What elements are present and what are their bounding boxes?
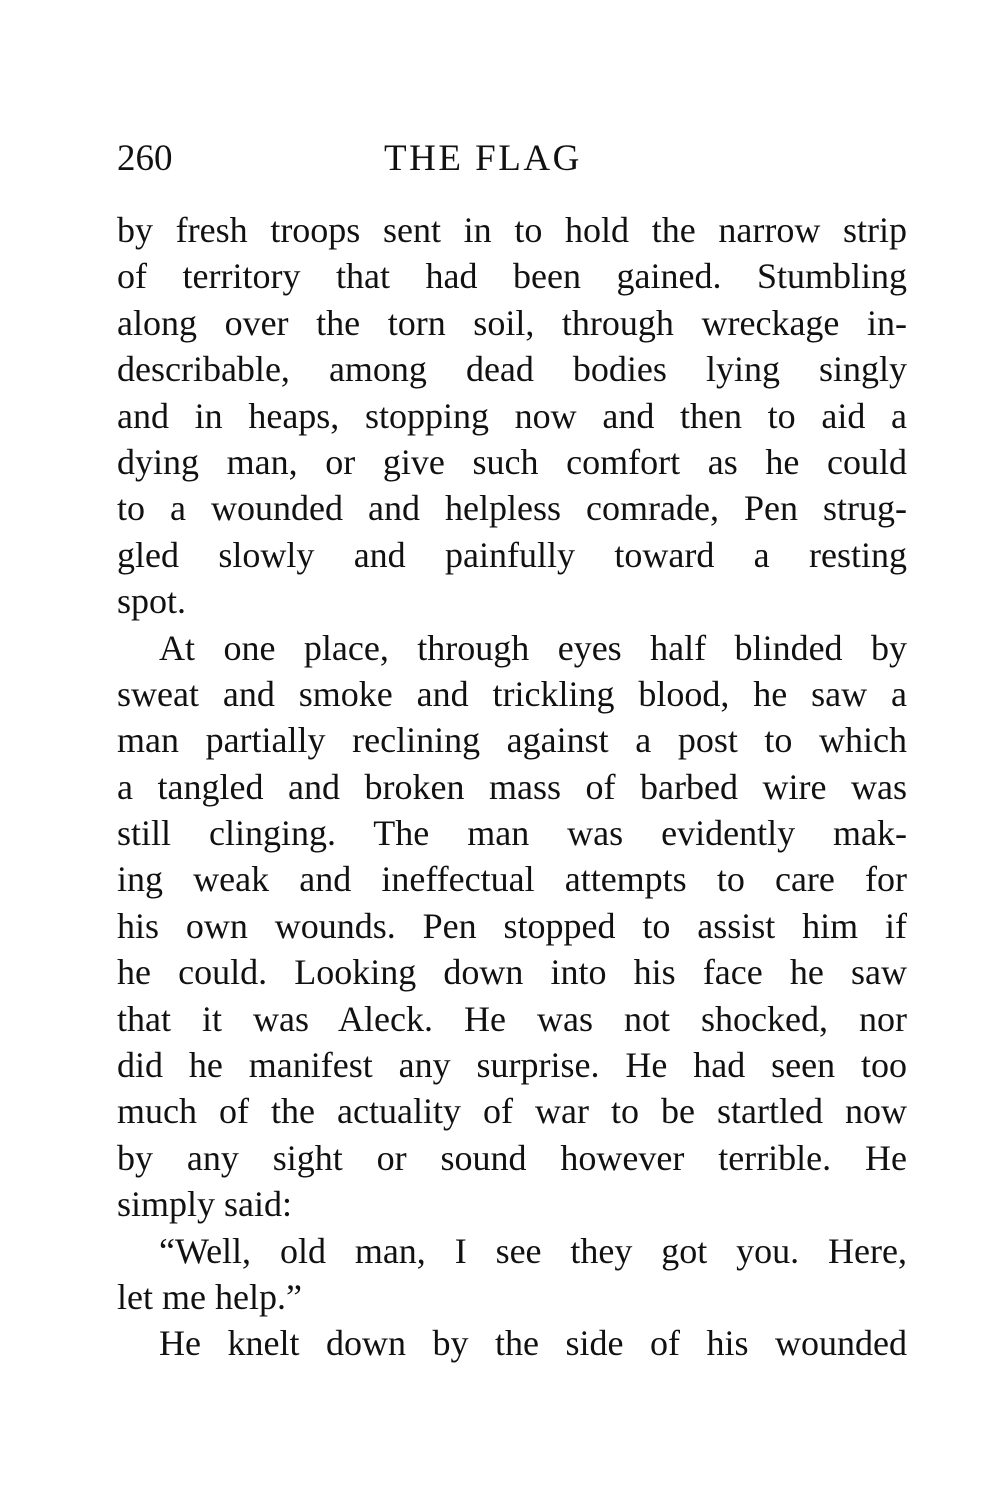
text-line: by fresh troops sent in to hold the narrow strip [117,210,907,250]
text-line: and in heaps, stopping now and then to aid a [117,395,907,436]
text-line: sweat and smoke and trickling blood, he saw a [117,673,907,714]
text-line: that it was Aleck. He was not shocked, nor [117,998,907,1039]
text-line: ing weak and ineffectual attempts to care for [117,859,907,900]
text-line: let me help.” [117,1276,302,1317]
text-line: describable, among dead bodies lying singly [117,349,907,390]
text-line: by any sight or sound however terrible. He [117,1137,907,1178]
running-head: THE FLAG [384,138,582,179]
text-line: did he manifest any surprise. He had seen too [117,1045,907,1086]
text-line: to a wounded and helpless comrade, Pen strug- [117,488,907,529]
text-line: much of the actuality of war to be startled now [117,1091,907,1132]
page-number: 260 [117,138,173,179]
page-header [117,135,907,185]
text-line: of territory that had been gained. Stumbling [117,256,907,297]
text-line: simply said: [117,1184,293,1225]
text-line: along over the torn soil, through wreckage in- [117,302,907,343]
text-line: spot. [117,581,187,622]
text-line: man partially reclining against a post to which [117,720,907,761]
text-line: At one place, through eyes half blinded by [159,627,907,668]
text-line: he could. Looking down into his face he saw [117,952,907,993]
text-line: He knelt down by the side of his wounded [159,1323,907,1364]
body-text [117,207,907,1367]
text-line: dying man, or give such comfort as he could [117,441,907,482]
text-line: still clinging. The man was evidently mak- [117,813,907,854]
text-line: “Well, old man, I see they got you. Here, [159,1230,907,1271]
text-line: his own wounds. Pen stopped to assist him if [117,905,907,946]
text-line: a tangled and broken mass of barbed wire was [117,766,907,807]
text-line: gled slowly and painfully toward a resting [117,534,907,575]
